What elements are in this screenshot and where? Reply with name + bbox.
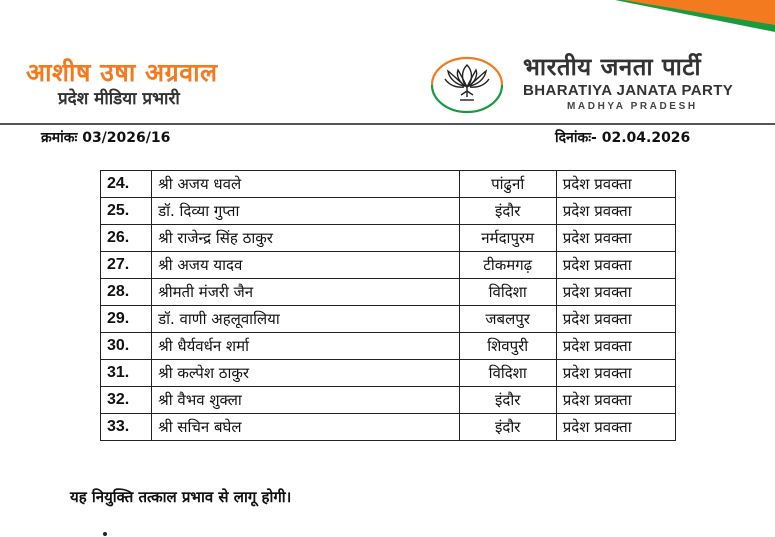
serial-number: 33. — [101, 414, 152, 441]
appointee-name: डॉ. वाणी अहलूवालिया — [152, 306, 460, 333]
post: प्रदेश प्रवक्ता — [556, 306, 675, 333]
table-row — [101, 171, 676, 198]
district: इंदौर — [459, 198, 556, 225]
post: प्रदेश प्रवक्ता — [556, 333, 675, 360]
reference-number: क्रमांकः 03/2026/16 — [41, 130, 171, 146]
reference-date: दिनांकः- 02.04.2026 — [555, 130, 691, 146]
post: प्रदेश प्रवक्ता — [556, 279, 675, 306]
district: जबलपुर — [459, 306, 556, 333]
post: प्रदेश प्रवक्ता — [556, 360, 675, 387]
party-state: MADHYA PRADESH — [567, 101, 698, 112]
appointee-name: श्री राजेन्द्र सिंह ठाकुर — [152, 225, 460, 252]
district: टीकमगढ़ — [459, 252, 556, 279]
table-row — [101, 198, 676, 225]
district: विदिशा — [459, 279, 556, 306]
serial-number: 26. — [101, 225, 152, 252]
header-divider — [0, 123, 775, 125]
table-row — [101, 252, 676, 279]
district: इंदौर — [459, 414, 556, 441]
effective-notice: यह नियुक्ति तत्काल प्रभाव से लागू होगी। — [70, 488, 292, 506]
bjp-lotus-logo-icon — [428, 55, 506, 115]
serial-number: 24. — [101, 171, 152, 198]
table-row — [101, 360, 676, 387]
post: प्रदेश प्रवक्ता — [556, 387, 675, 414]
post: प्रदेश प्रवक्ता — [556, 171, 675, 198]
party-masthead — [523, 52, 743, 114]
text-fragment-cropped — [103, 532, 107, 536]
serial-number: 32. — [101, 387, 152, 414]
table-row — [101, 414, 676, 441]
district: नर्मदापुरम — [459, 225, 556, 252]
serial-number: 29. — [101, 306, 152, 333]
appointee-name: श्री धैर्यवर्धन शर्मा — [152, 333, 460, 360]
serial-number: 30. — [101, 333, 152, 360]
post: प्रदेश प्रवक्ता — [556, 414, 675, 441]
serial-number: 31. — [101, 360, 152, 387]
appointee-name: श्रीमती मंजरी जैन — [152, 279, 460, 306]
table-row — [101, 333, 676, 360]
appointee-name: श्री वैभव शुक्ला — [152, 387, 460, 414]
table-row — [101, 387, 676, 414]
appointee-name: श्री अजय यादव — [152, 252, 460, 279]
appointee-name: श्री अजय धवले — [152, 171, 460, 198]
district: पांढुर्ना — [459, 171, 556, 198]
table-row — [101, 225, 676, 252]
serial-number: 28. — [101, 279, 152, 306]
post: प्रदेश प्रवक्ता — [556, 198, 675, 225]
appointments-table — [100, 170, 676, 441]
sender-name: आशीष उषा अग्रवाल — [26, 58, 218, 87]
serial-number: 27. — [101, 252, 152, 279]
sender-title: प्रदेश मीडिया प्रभारी — [58, 89, 180, 109]
district: विदिशा — [459, 360, 556, 387]
party-name-hindi: भारतीय जनता पार्टी — [523, 53, 702, 81]
saffron-green-corner-band — [615, 0, 775, 40]
table-row — [101, 279, 676, 306]
post: प्रदेश प्रवक्ता — [556, 225, 675, 252]
district: इंदौर — [459, 387, 556, 414]
post: प्रदेश प्रवक्ता — [556, 252, 675, 279]
appointee-name: डॉ. दिव्या गुप्ता — [152, 198, 460, 225]
table-row — [101, 306, 676, 333]
serial-number: 25. — [101, 198, 152, 225]
sender-block — [26, 58, 218, 110]
party-name-english: BHARATIYA JANATA PARTY — [523, 82, 734, 99]
appointee-name: श्री सचिन बघेल — [152, 414, 460, 441]
district: शिवपुरी — [459, 333, 556, 360]
appointee-name: श्री कल्पेश ठाकुर — [152, 360, 460, 387]
